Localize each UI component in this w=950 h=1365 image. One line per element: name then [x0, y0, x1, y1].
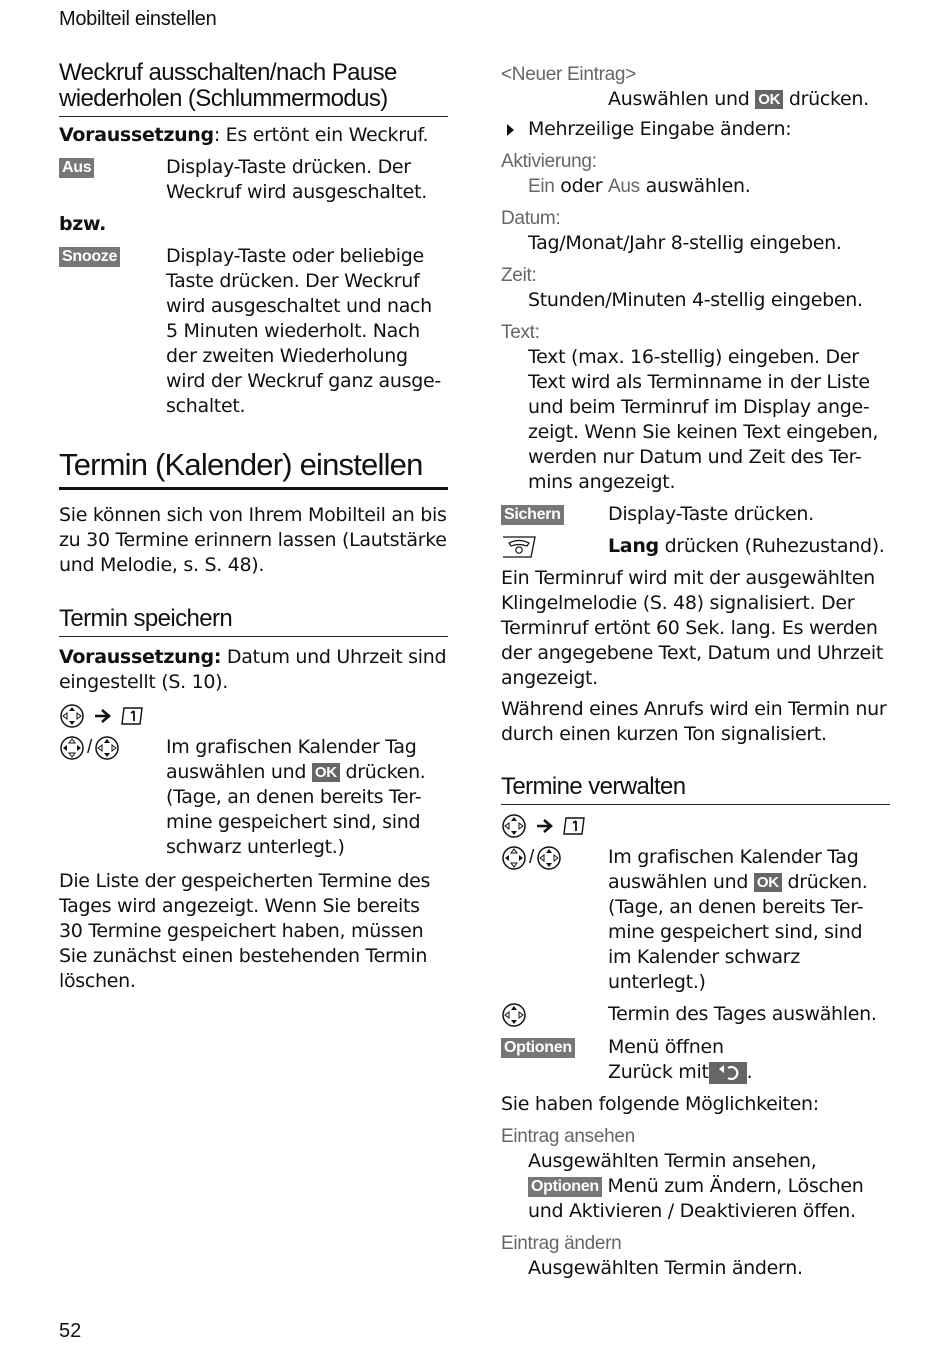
navigation-key-icon [501, 845, 527, 871]
termin-des-tages-text: Termin des Tages auswählen. [608, 1003, 877, 1025]
calendar-menu-icon [563, 815, 587, 837]
sichern-row [501, 502, 890, 527]
navigation-key-icon [59, 735, 85, 761]
navigation-key-icon [94, 735, 120, 761]
sichern-key-badge: Sichern [501, 505, 564, 525]
select-day-text: Im grafischen Kalender Tag auswählen und OK drücken. (Tage, an denen bereits Ter-mine gespeichert sind, sind schwarz unterlegt.) [166, 736, 426, 858]
requirement-label: Voraussetzung [59, 124, 214, 146]
menu-path [59, 703, 448, 729]
optionen-key-badge: Optionen [501, 1038, 575, 1058]
optionen-key-badge: Optionen [528, 1177, 602, 1197]
snooze-text: Display-Taste oder beliebige Taste drücken. Der Weckruf wird ausgeschaltet und nach 5 Minuten wiederholt. Nach der zweiten Wiederholung wird der Weckruf ganz ausge-schaltet. [166, 245, 441, 417]
aktivierung-text: Ein oder Aus auswählen. [528, 175, 751, 197]
speichern-title: Termin speichern [59, 606, 448, 637]
termin-title: Termin (Kalender) einstellen [59, 447, 448, 490]
optionen-text: Menü öffnen Zurück mit . [608, 1036, 753, 1083]
aus-row [59, 155, 448, 205]
moeglichkeiten-text: Sie haben folgende Möglichkeiten: [501, 1093, 819, 1115]
zeit-text: Stunden/Minuten 4-stellig eingeben. [528, 289, 863, 311]
datum-text: Tag/Monat/Jahr 8-stellig eingeben. [528, 232, 842, 254]
triangle-bullet-icon [501, 120, 528, 140]
eintrag-aendern-text: Ausgewählten Termin ändern. [528, 1257, 803, 1279]
zeit-label: Zeit: [501, 265, 537, 286]
navigation-key-icon [59, 703, 85, 729]
arrow-right-icon [535, 816, 555, 836]
list-text: Die Liste der gespeicherten Termine des Tages wird angezeigt. Wenn Sie bereits 30 Termine gespeichert haben, müssen Sie zunächst einen bestehenden Termin löschen. [59, 870, 431, 992]
arrow-right-icon [93, 706, 113, 726]
neuer-eintrag-label: <Neuer Eintrag> [501, 64, 636, 85]
text-text: Text (max. 16-stellig) eingeben. Der Text wird als Terminname in der Liste und beim Terminruf im Display ange-zeigt. Wenn Sie keinen Text eingeben, werden nur Datum und Zeit des Ter-mins angezeigt. [528, 346, 879, 493]
aus-key-badge: Aus [59, 158, 94, 178]
snooze-row [59, 244, 448, 419]
select-day-row: / Im grafischen Kalender Tag auswählen und OK drücken. (Tage, an denen bereits Ter-mine gespeichert sind, sind schwarz unterlegt.) [59, 735, 448, 860]
verwalten-title: Termine verwalten [501, 774, 890, 805]
anruf-text: Während eines Anrufs wird ein Termin nur durch einen kurzen Ton signalisiert. [501, 698, 887, 745]
snooze-requirement [59, 123, 448, 148]
datum-label: Datum: [501, 208, 561, 229]
text-label: Text: [501, 322, 540, 343]
menu-path [501, 813, 890, 839]
snooze-key-badge: Snooze [59, 247, 120, 267]
calendar-menu-icon [121, 705, 145, 727]
back-key-icon [709, 1062, 747, 1084]
page-number: 52 [59, 1320, 82, 1342]
optionen-row [501, 1035, 890, 1085]
running-header: Mobilteil einstellen [59, 8, 217, 30]
cal-select-text: Im grafischen Kalender Tag auswählen und OK drücken. (Tage, an denen bereits Ter-mine gespeichert sind, sind im Kalender schwarz unterlegt.) [608, 846, 868, 993]
ok-key-badge: OK [754, 873, 782, 892]
cal-select-row: / Im grafischen Kalender Tag auswählen und OK drücken. (Tage, an denen bereits Ter-mine gespeichert sind, sind im Kalender schwarz unterlegt.) [501, 845, 890, 995]
eintrag-aendern-label: Eintrag ändern [501, 1233, 622, 1254]
neuer-eintrag-text: Auswählen und OK drücken. [608, 88, 869, 110]
ok-key-badge: OK [312, 763, 340, 782]
left-column [59, 60, 448, 994]
end-call-key-icon [501, 535, 537, 559]
navigation-key-icon [536, 845, 562, 871]
end-key-row [501, 534, 890, 559]
bzw-label: bzw. [59, 213, 107, 235]
eintrag-ansehen-text: Ausgewählten Termin ansehen, Optionen Menü zum Ändern, Löschen und Aktivieren / Deaktivieren öffen. [528, 1150, 864, 1222]
ok-key-badge: OK [755, 90, 783, 109]
right-column [501, 60, 890, 1281]
requirement-text: : Es ertönt ein Weckruf. [213, 124, 429, 146]
multiline-edit: Mehrzeilige Eingabe ändern: [501, 117, 890, 142]
termin-des-tages-row [501, 1002, 890, 1028]
navigation-key-icon [501, 1002, 527, 1028]
snooze-section-title: Weckruf ausschalten/nach Pause wiederholen (Schlummermodus) [59, 60, 448, 117]
aktivierung-label: Aktivierung: [501, 151, 597, 172]
sichern-text: Display-Taste drücken. [608, 503, 814, 525]
end-key-text: Lang drücken (Ruhezustand). [608, 535, 885, 557]
terminruf-text: Ein Terminruf wird mit der ausgewählten Klingelmelodie (S. 48) signalisiert. Der Terminruf ertönt 60 Sek. lang. Es werden der angegebene Text, Datum und Uhrzeit angezeigt. [501, 567, 884, 689]
navigation-key-icon [501, 813, 527, 839]
aus-text: Display-Taste drücken. Der Weckruf wird ausgeschaltet. [166, 156, 427, 203]
speichern-requirement: Voraussetzung: Datum und Uhrzeit sind eingestellt (S. 10). [59, 646, 447, 693]
eintrag-ansehen-label: Eintrag ansehen [501, 1126, 635, 1147]
termin-intro: Sie können sich von Ihrem Mobilteil an bis zu 30 Termine erinnern lassen (Lautstärke und Melodie, s. S. 48). [59, 504, 447, 576]
